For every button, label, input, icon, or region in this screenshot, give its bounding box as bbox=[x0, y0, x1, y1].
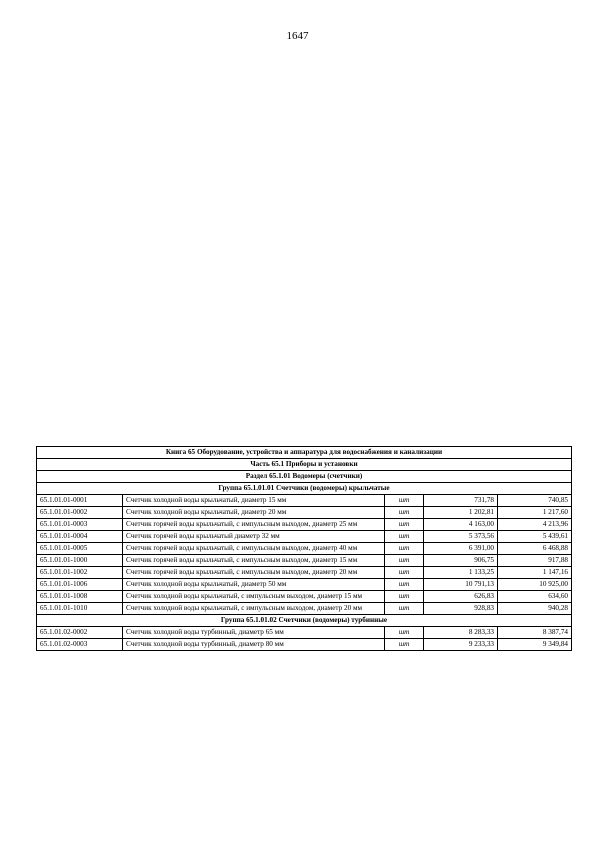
item-unit: шт bbox=[385, 579, 424, 591]
item-price-2: 634,60 bbox=[498, 591, 572, 603]
item-code: 65.1.01.01-0005 bbox=[37, 543, 123, 555]
item-price-1: 626,83 bbox=[424, 591, 498, 603]
table-row bbox=[37, 591, 572, 603]
item-price-2: 4 213,96 bbox=[498, 519, 572, 531]
item-price-2: 8 387,74 bbox=[498, 627, 572, 639]
item-name: Счетчик холодной воды крыльчатый, диаметр 15 мм bbox=[123, 495, 385, 507]
table-row bbox=[37, 543, 572, 555]
item-unit: шт bbox=[385, 519, 424, 531]
item-price-1: 1 202,81 bbox=[424, 507, 498, 519]
item-price-2: 1 147,16 bbox=[498, 567, 572, 579]
item-price-2: 6 468,88 bbox=[498, 543, 572, 555]
item-name: Счетчик холодной воды крыльчатый, диаметр 20 мм bbox=[123, 507, 385, 519]
item-unit: шт bbox=[385, 591, 424, 603]
item-name: Счетчик холодной воды крыльчатый, с импульсным выходом, диаметр 20 мм bbox=[123, 603, 385, 615]
group-header-row bbox=[37, 483, 572, 495]
table-row bbox=[37, 579, 572, 591]
part-header-row bbox=[37, 459, 572, 471]
item-price-1: 6 391,00 bbox=[424, 543, 498, 555]
item-price-2: 5 439,61 bbox=[498, 531, 572, 543]
item-code: 65.1.01.01-1006 bbox=[37, 579, 123, 591]
item-price-1: 731,78 bbox=[424, 495, 498, 507]
item-price-2: 10 925,00 bbox=[498, 579, 572, 591]
item-name: Счетчик холодной воды турбинный, диаметр 80 мм bbox=[123, 639, 385, 651]
item-unit: шт bbox=[385, 627, 424, 639]
item-unit: шт bbox=[385, 495, 424, 507]
item-name: Счетчик холодной воды турбинный, диаметр 65 мм bbox=[123, 627, 385, 639]
price-catalog-table bbox=[36, 446, 572, 651]
item-unit: шт bbox=[385, 639, 424, 651]
item-name: Счетчик горячей воды крыльчатый, с импульсным выходом, диаметр 25 мм bbox=[123, 519, 385, 531]
item-name: Счетчик горячей воды крыльчатый диаметр 32 мм bbox=[123, 531, 385, 543]
item-price-1: 5 373,56 bbox=[424, 531, 498, 543]
item-code: 65.1.01.02-0002 bbox=[37, 627, 123, 639]
group-header-row bbox=[37, 615, 572, 627]
item-price-1: 8 283,33 bbox=[424, 627, 498, 639]
item-name: Счетчик холодной воды крыльчатый, с импульсным выходом, диаметр 15 мм bbox=[123, 591, 385, 603]
item-code: 65.1.01.01-1008 bbox=[37, 591, 123, 603]
item-name: Счетчик горячей воды крыльчатый, с импульсным выходом, диаметр 20 мм bbox=[123, 567, 385, 579]
item-unit: шт bbox=[385, 507, 424, 519]
item-price-2: 940,28 bbox=[498, 603, 572, 615]
group-title: Группа 65.1.01.02 Счетчики (водомеры) турбинные bbox=[37, 615, 572, 627]
item-price-1: 906,75 bbox=[424, 555, 498, 567]
book-header-row bbox=[37, 447, 572, 459]
group-title: Группа 65.1.01.01 Счетчики (водомеры) крыльчатые bbox=[37, 483, 572, 495]
item-price-2: 917,88 bbox=[498, 555, 572, 567]
item-price-1: 9 233,33 bbox=[424, 639, 498, 651]
item-unit: шт bbox=[385, 567, 424, 579]
item-price-1: 928,83 bbox=[424, 603, 498, 615]
section-header-row bbox=[37, 471, 572, 483]
item-price-1: 1 133,25 bbox=[424, 567, 498, 579]
item-name: Счетчик горячей воды крыльчатый, с импульсным выходом, диаметр 15 мм bbox=[123, 555, 385, 567]
table-row bbox=[37, 507, 572, 519]
item-code: 65.1.01.01-0004 bbox=[37, 531, 123, 543]
item-price-1: 10 791,13 bbox=[424, 579, 498, 591]
item-price-2: 1 217,60 bbox=[498, 507, 572, 519]
table-row bbox=[37, 495, 572, 507]
item-unit: шт bbox=[385, 603, 424, 615]
item-code: 65.1.01.01-1010 bbox=[37, 603, 123, 615]
item-code: 65.1.01.01-1002 bbox=[37, 567, 123, 579]
section-title: Раздел 65.1.01 Водомеры (счетчики) bbox=[37, 471, 572, 483]
table-row bbox=[37, 627, 572, 639]
item-unit: шт bbox=[385, 531, 424, 543]
item-code: 65.1.01.01-0001 bbox=[37, 495, 123, 507]
item-unit: шт bbox=[385, 543, 424, 555]
table-row bbox=[37, 603, 572, 615]
item-price-2: 9 349,84 bbox=[498, 639, 572, 651]
page-number: 1647 bbox=[286, 30, 309, 42]
part-title: Часть 65.1 Приборы и установки bbox=[37, 459, 572, 471]
item-name: Счетчик горячей воды крыльчатый, с импульсным выходом, диаметр 40 мм bbox=[123, 543, 385, 555]
table-row bbox=[37, 567, 572, 579]
catalog-body bbox=[37, 447, 572, 651]
item-name: Счетчик холодной воды крыльчатый, диаметр 50 мм bbox=[123, 579, 385, 591]
item-price-1: 4 163,00 bbox=[424, 519, 498, 531]
table-row bbox=[37, 639, 572, 651]
table-row bbox=[37, 519, 572, 531]
item-code: 65.1.01.01-0002 bbox=[37, 507, 123, 519]
book-title: Книга 65 Оборудование, устройства и аппаратура для водоснабжения и канализации bbox=[37, 447, 572, 459]
item-unit: шт bbox=[385, 555, 424, 567]
item-price-2: 740,85 bbox=[498, 495, 572, 507]
table-row bbox=[37, 555, 572, 567]
item-code: 65.1.01.01-1000 bbox=[37, 555, 123, 567]
item-code: 65.1.01.02-0003 bbox=[37, 639, 123, 651]
item-code: 65.1.01.01-0003 bbox=[37, 519, 123, 531]
table-row bbox=[37, 531, 572, 543]
